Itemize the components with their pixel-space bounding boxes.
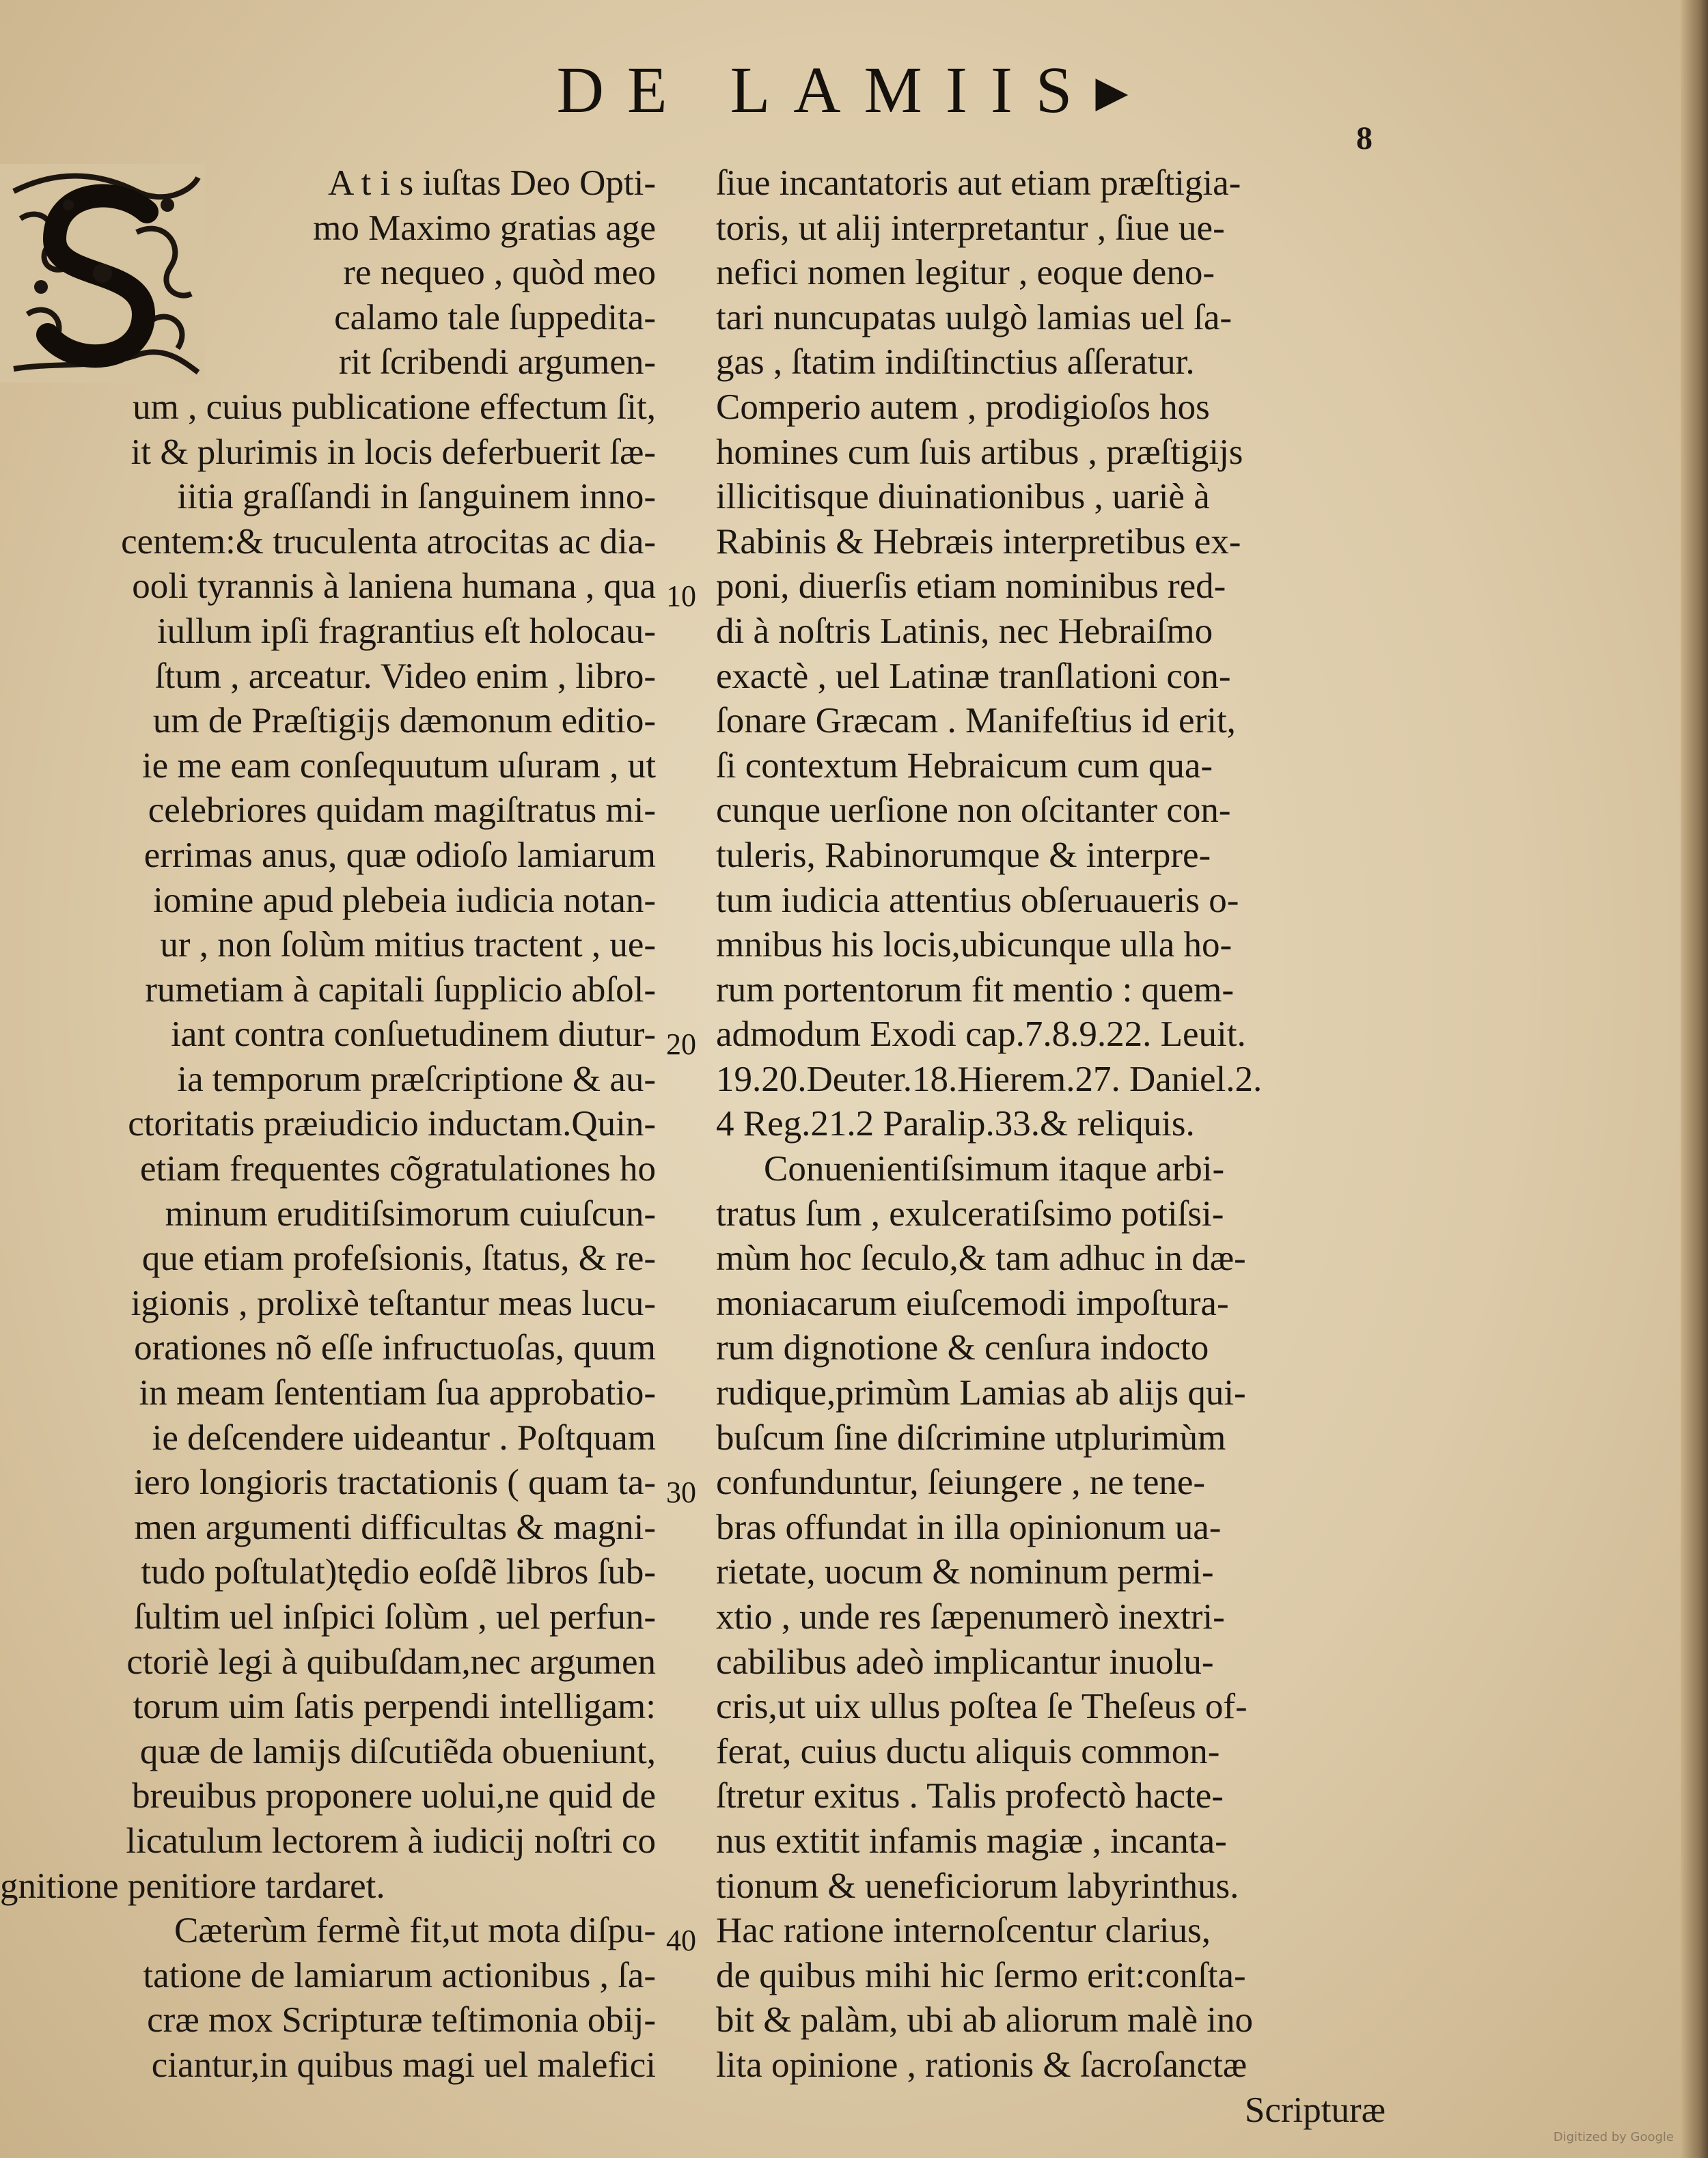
text-line: celebriores quidam magiſtratus mi- — [148, 790, 656, 831]
text-line: breuibus proponere uolui,ne quid de — [132, 1776, 656, 1816]
text-line: ſultim uel inſpici ſolùm , uel perfun- — [134, 1597, 656, 1637]
text-line: in meam ſententiam ſua approbatio- — [139, 1373, 656, 1413]
text-line: bit & palàm, ubi ab aliorum malè ino — [716, 2000, 1253, 2041]
text-line: nus extitit infamis magiæ , incanta- — [716, 1821, 1227, 1861]
text-line: A t i s iuſtas Deo Opti- — [328, 163, 656, 203]
text-line: etiam frequentes cõgratulationes ho — [140, 1149, 656, 1189]
line-number: 20 — [666, 1027, 696, 1061]
text-line: ſiue incantatoris aut etiam præſtigia- — [716, 163, 1241, 203]
text-line: cris,ut uix ullus poſtea ſe Theſeus of- — [716, 1687, 1248, 1727]
text-line: tratus ſum , exulceratiſsimo potiſsi- — [716, 1193, 1224, 1234]
text-line: re nequeo , quòd meo — [343, 253, 656, 293]
text-line: mo Maximo gratias age — [313, 208, 656, 248]
text-line: men argumenti difficultas & magni- — [134, 1507, 656, 1547]
text-line: toris, ut alij interpretantur , ſiue ue- — [716, 208, 1225, 248]
text-line: homines cum ſuis artibus , præſtigijs — [716, 432, 1243, 472]
text-line: licatulum lectorem à iudicij noſtri co — [126, 1821, 656, 1861]
text-line: ur , non ſolùm mitius tractent , ue- — [160, 925, 656, 965]
text-line: nefici nomen legitur , eoque deno- — [716, 253, 1215, 293]
text-line: poni, diuerſis etiam nominibus red- — [716, 566, 1226, 607]
text-line: 19.20.Deuter.18.Hierem.27. Daniel.2. — [716, 1059, 1263, 1099]
line-number: 40 — [666, 1924, 696, 1957]
text-line: de quibus mihi hic ſermo erit:conſta- — [716, 1955, 1246, 1995]
text-line: cunque uerſione non oſcitanter con- — [716, 790, 1231, 831]
text-line: bras offundat in illa opinionum ua- — [716, 1507, 1222, 1547]
text-line: rum dignotione & cenſura indocto — [716, 1328, 1209, 1368]
text-line: admodum Exodi cap.7.8.9.22. Leuit. — [716, 1014, 1246, 1055]
line-number: 30 — [666, 1476, 696, 1509]
text-line: centem:& truculenta atrocitas ac dia- — [121, 521, 656, 562]
text-line: Conuenientiſsimum itaque arbi- — [764, 1149, 1225, 1189]
text-line: confunduntur, ſeiungere , ne tene- — [716, 1463, 1206, 1503]
text-line: gnitione penitiore tardaret. — [0, 1866, 385, 1906]
text-line: iullum ipſi fragrantius eſt holocau- — [156, 611, 656, 651]
page-edge-shadow — [1681, 0, 1708, 2158]
text-line: ſtum , arceatur. Video enim , libro- — [154, 656, 656, 696]
text-line: iero longioris tractationis ( quam ta- — [134, 1463, 656, 1503]
text-line: calamo tale ſuppedita- — [334, 297, 656, 337]
text-line: igionis , prolixè teſtantur meas lucu- — [130, 1283, 656, 1323]
text-line: rudique,primùm Lamias ab alijs qui- — [716, 1373, 1246, 1413]
text-line: ciantur,in quibus magi uel malefici — [151, 2045, 656, 2085]
text-line: Hac ratione internoſcentur clarius, — [716, 1911, 1211, 1951]
text-line: um de Præſtigijs dæmonum editio- — [152, 701, 656, 741]
text-line: gas , ſtatim indiſtinctius aſſeratur. — [716, 342, 1195, 383]
running-head: DE LAMIIS▸ — [556, 53, 1152, 126]
text-line: lita opinione , rationis & ſacroſanctæ — [716, 2045, 1248, 2085]
text-line: ie me eam conſequutum uſuram , ut — [141, 745, 656, 786]
text-line: rietate, uocum & nominum permi- — [716, 1552, 1214, 1592]
text-line: rumetiam à capitali ſupplicio abſol- — [145, 969, 656, 1010]
text-line: Rabinis & Hebræis interpretibus ex- — [716, 521, 1241, 562]
text-line: ſtretur exitus . Talis profectò hacte- — [716, 1776, 1224, 1816]
watermark: Digitized by Google — [1553, 2130, 1674, 2144]
text-line: que etiam profeſsionis, ſtatus, & re- — [141, 1239, 656, 1279]
text-line: um , cuius publicatione effectum ſit, — [133, 387, 656, 427]
text-line: mnibus his locis,ubicunque ulla ho- — [716, 925, 1232, 965]
text-line: exactè , uel Latinæ tranſlationi con- — [716, 656, 1231, 696]
text-line: ferat, cuius ductu aliquis common- — [716, 1731, 1220, 1771]
text-line: tionum & ueneficiorum labyrinthus. — [716, 1866, 1239, 1906]
text-line: di à noſtris Latinis, nec Hebraiſmo — [716, 611, 1213, 651]
text-line: 4 Reg.21.2 Paralip.33.& reliquis. — [716, 1104, 1195, 1144]
text-line: tudo poſtulat)tędio eoſdẽ libros ſub- — [141, 1552, 656, 1592]
text-line: tari nuncupatas uulgò lamias uel ſa- — [716, 297, 1232, 337]
line-number: 10 — [666, 579, 696, 613]
text-line: iitia graſſandi in ſanguinem inno- — [177, 477, 656, 517]
text-line: iomine apud plebeia iudicia notan- — [153, 880, 656, 920]
catchword: Scripturæ — [1244, 2090, 1386, 2130]
text-line: tum iudicia attentius obſeruaueris o- — [716, 880, 1239, 920]
text-line: xtio , unde res ſæpenumerò inextri- — [716, 1597, 1225, 1637]
text-line: moniacarum eiuſcemodi impoſtura- — [716, 1283, 1229, 1323]
text-line: ſonare Græcam . Manifeſtius id erit, — [716, 701, 1236, 741]
text-line: buſcum ſine diſcrimine utplurimùm — [716, 1417, 1226, 1458]
text-line: Cæterùm fermè fit,ut mota diſpu- — [174, 1911, 656, 1951]
text-line: ctoriè legi à quibuſdam,nec argumen — [126, 1642, 656, 1682]
text-line: Comperio autem , prodigioſos hos — [716, 387, 1210, 427]
text-line: rit ſcribendi argumen- — [338, 342, 656, 383]
page-number: 8 — [1356, 120, 1373, 156]
text-line: cræ mox Scripturæ teſtimonia obij- — [147, 2000, 656, 2041]
text-line: errimas anus, quæ odioſo lamiarum — [143, 835, 656, 875]
text-line: orationes nõ eſſe infructuoſas, quum — [134, 1328, 656, 1368]
text-line: illicitisque diuinationibus , uariè à — [716, 477, 1210, 517]
text-line: quæ de lamijs diſcutiẽda obueniunt, — [139, 1731, 656, 1771]
right-column — [716, 161, 1386, 2133]
text-line: tatione de lamiarum actionibus , ſa- — [143, 1955, 656, 1995]
text-line: ſi contextum Hebraicum cum qua- — [716, 745, 1213, 786]
text-line: minum eruditiſsimorum cuiuſcun- — [165, 1193, 656, 1234]
text-line: torum uim ſatis perpendi intelligam: — [133, 1687, 656, 1727]
text-line: rum portentorum fit mentio : quem- — [716, 969, 1235, 1010]
text-line: ia temporum præſcriptione & au- — [177, 1059, 656, 1099]
text-line: tuleris, Rabinorumque & interpre- — [716, 835, 1211, 875]
text-line: mùm hoc ſeculo,& tam adhuc in dæ- — [716, 1239, 1246, 1279]
text-line: ctoritatis præiudicio inductam.Quin- — [128, 1104, 656, 1144]
text-line: ie deſcendere uideantur . Poſtquam — [152, 1417, 656, 1458]
text-line: cabilibus adeò implicantur inuolu- — [716, 1642, 1214, 1682]
text-line: ooli tyrannis à laniena humana , qua — [132, 566, 656, 607]
left-column — [0, 161, 656, 2088]
text-line: iant contra conſuetudinem diutur- — [171, 1014, 656, 1055]
text-line: it & plurimis in locis deferbuerit ſæ- — [130, 432, 656, 472]
